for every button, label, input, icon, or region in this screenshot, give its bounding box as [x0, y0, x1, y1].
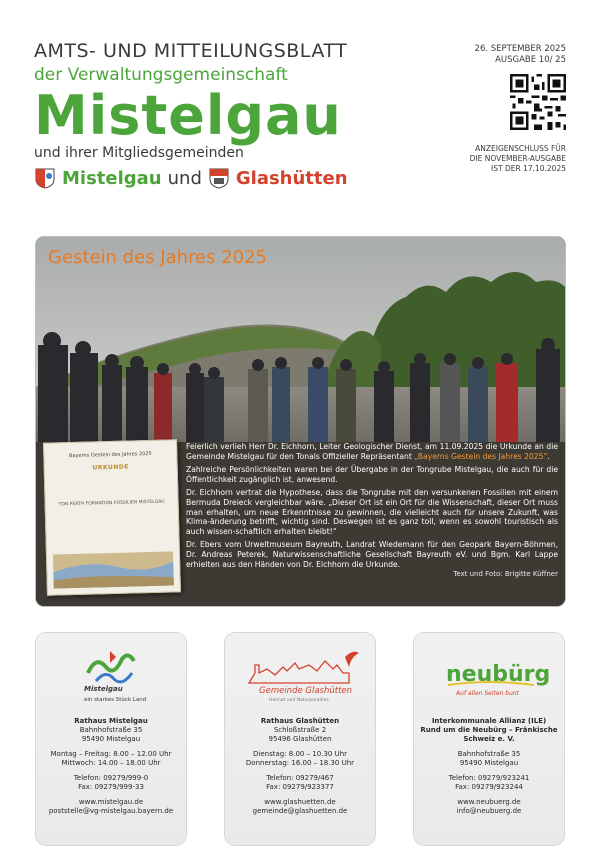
glashuetten-logo-icon — [225, 643, 375, 705]
email-link[interactable]: gemeinde@glashuetten.de — [252, 807, 348, 815]
neubuerg-logo-text: neubürg — [446, 662, 551, 687]
contact-info: Interkommunale Allianz (ILE) Rund um die Neubürg – Fränkische Schweiz e. V. Bahnhofstraße 35 95490 Mistelgau Telefon: 09279/923241 Fax: 09279/923244 www.neubuerg.de info@neubuerg.de — [418, 717, 560, 816]
contact-info: Rathaus Mistelgau Bahnhofstraße 35 95490 Mistelgau Montag – Freitag: 8.00 – 12.00 Uhr Mittwoch: 14.00 – 18.00 Uhr Telefon: 09279/999-0 Fax: 09279/999-33 www.mistelgau.de poststelle@vg-mistelgau.bayern.de — [40, 717, 182, 816]
member-communities — [34, 167, 454, 189]
article-paragraph: Feierlich verlieh Herr Dr. Eichhorn, Leiter Geologischer Dienst, am 11.09.2025 die Urkunde an die Gemeinde Mistelgau für den Tonals Offizieller Repräsentant „Bayerns Gestein des Jahres 2025“. — [186, 442, 558, 461]
mistelgau-crest-icon — [34, 167, 56, 189]
certificate-head: Bayerns Gestein des Jahres 2025 — [68, 450, 152, 460]
article-body — [186, 442, 558, 580]
contact-info: Rathaus Glashütten Schloßstraße 2 95496 Glashütten Dienstag: 8.00 – 10.30 Uhr Donnerstag: 16.00 – 18.30 Uhr Telefon: 09279/467 Fax: 09279/923377 www.glashuetten.de gemeinde@glashuetten.de — [229, 717, 371, 816]
issue-info — [475, 44, 566, 66]
contact-card-neubuerg — [414, 633, 564, 845]
connector-und: und — [167, 167, 202, 189]
certificate-body: TON PERTH FORMATION FOSSILIEN MISTELGAU — [58, 499, 165, 508]
glashuetten-logo-text: Gemeinde Glashütten — [259, 686, 353, 696]
mistelgau-logo-icon — [36, 643, 186, 705]
glashuetten-logo-slogan: Heimat und Naturparadies — [269, 698, 329, 703]
issue-number: AUSGABE 10/ 25 — [495, 55, 566, 65]
issue-date: 26. SEPTEMBER 2025 — [474, 44, 566, 54]
member-communities-label: und ihrer Mitgliedsgemeinden — [34, 145, 244, 161]
page-title: Mistelgau — [34, 84, 342, 147]
ad-deadline: ANZEIGENSCHLUSS FÜR DIE NOVEMBER-AUSGABE IST DER 17.10.2025 — [469, 144, 566, 173]
neubuerg-logo-icon — [414, 643, 564, 705]
publication-subtitle: der Verwaltungsgemeinschaft — [34, 65, 288, 85]
article-title: Gestein des Jahres 2025 — [48, 247, 267, 268]
email-link[interactable]: info@neubuerg.de — [456, 807, 522, 815]
website-link[interactable]: www.neubuerg.de — [457, 798, 521, 806]
town-mistelgau: Mistelgau — [62, 167, 162, 189]
certificate-landscape — [47, 543, 180, 590]
neubuerg-logo-slogan: Auf allen Seiten bunt — [456, 690, 520, 697]
mistelgau-logo-text: Mistelgau — [84, 685, 123, 693]
article-paragraph: Dr. Eichhorn vertrat die Hypothese, dass die Tongrube mit den versunkenen Fossilien mit einem Bermuda Dreieck vergleichbar wäre. „Dieser Ort ist ein Ort für die Wissenschaft, dieser Ort muss man erhalten, um neue Erkenntnisse zu gewinnen, die vielleicht auch für unsere Zukunft, was Klima-änderung betrifft, wichtig sind. Deswegen ist es ganz toll, wenn es sowohl touristisch als auch wissen-schaftlich erhalten bleibt!“ — [186, 488, 558, 536]
masthead — [34, 40, 454, 189]
website-link[interactable]: www.glashuetten.de — [264, 798, 336, 806]
certificate-title: URKUNDE — [92, 463, 130, 472]
mistelgau-logo-slogan: ein starkes Stück Land — [84, 697, 147, 703]
article-credit: Text und Foto: Brigitte Küffner — [453, 570, 558, 579]
glashuetten-crest-icon — [208, 167, 230, 189]
website-link[interactable]: www.mistelgau.de — [78, 798, 144, 806]
email-link[interactable]: poststelle@vg-mistelgau.bayern.de — [48, 807, 174, 815]
certificate-image — [43, 439, 181, 595]
contact-card-glashuetten — [225, 633, 375, 845]
town-glashuetten: Glashütten — [235, 167, 348, 189]
qr-code-icon[interactable] — [510, 74, 566, 130]
article-paragraph: Zahlreiche Persönlichkeiten waren bei der Übergabe in der Tongrube Mistelgau, die auch für die Öffentlichkeit zugänglich ist, anwesend. — [186, 465, 558, 484]
publication-type: AMTS- UND MITTEILUNGSBLATT — [34, 40, 348, 62]
article-highlight: „Bayerns Gestein des Jahres 2025“ — [414, 451, 548, 461]
article-card — [36, 237, 565, 606]
contact-card-mistelgau — [36, 633, 186, 845]
article-paragraph: Dr. Ebers vom Urweltmuseum Bayreuth, Landrat Wiedemann für den Geopark Bayern-Böhmen, Dr. Andreas Peterek, Naturwissenschaftliche Gesellschaft Bayreuth eV. und Bgm. Karl Lappe erhielten aus den Händen von Dr. Eichhorn die Urkunde. — [186, 540, 558, 569]
